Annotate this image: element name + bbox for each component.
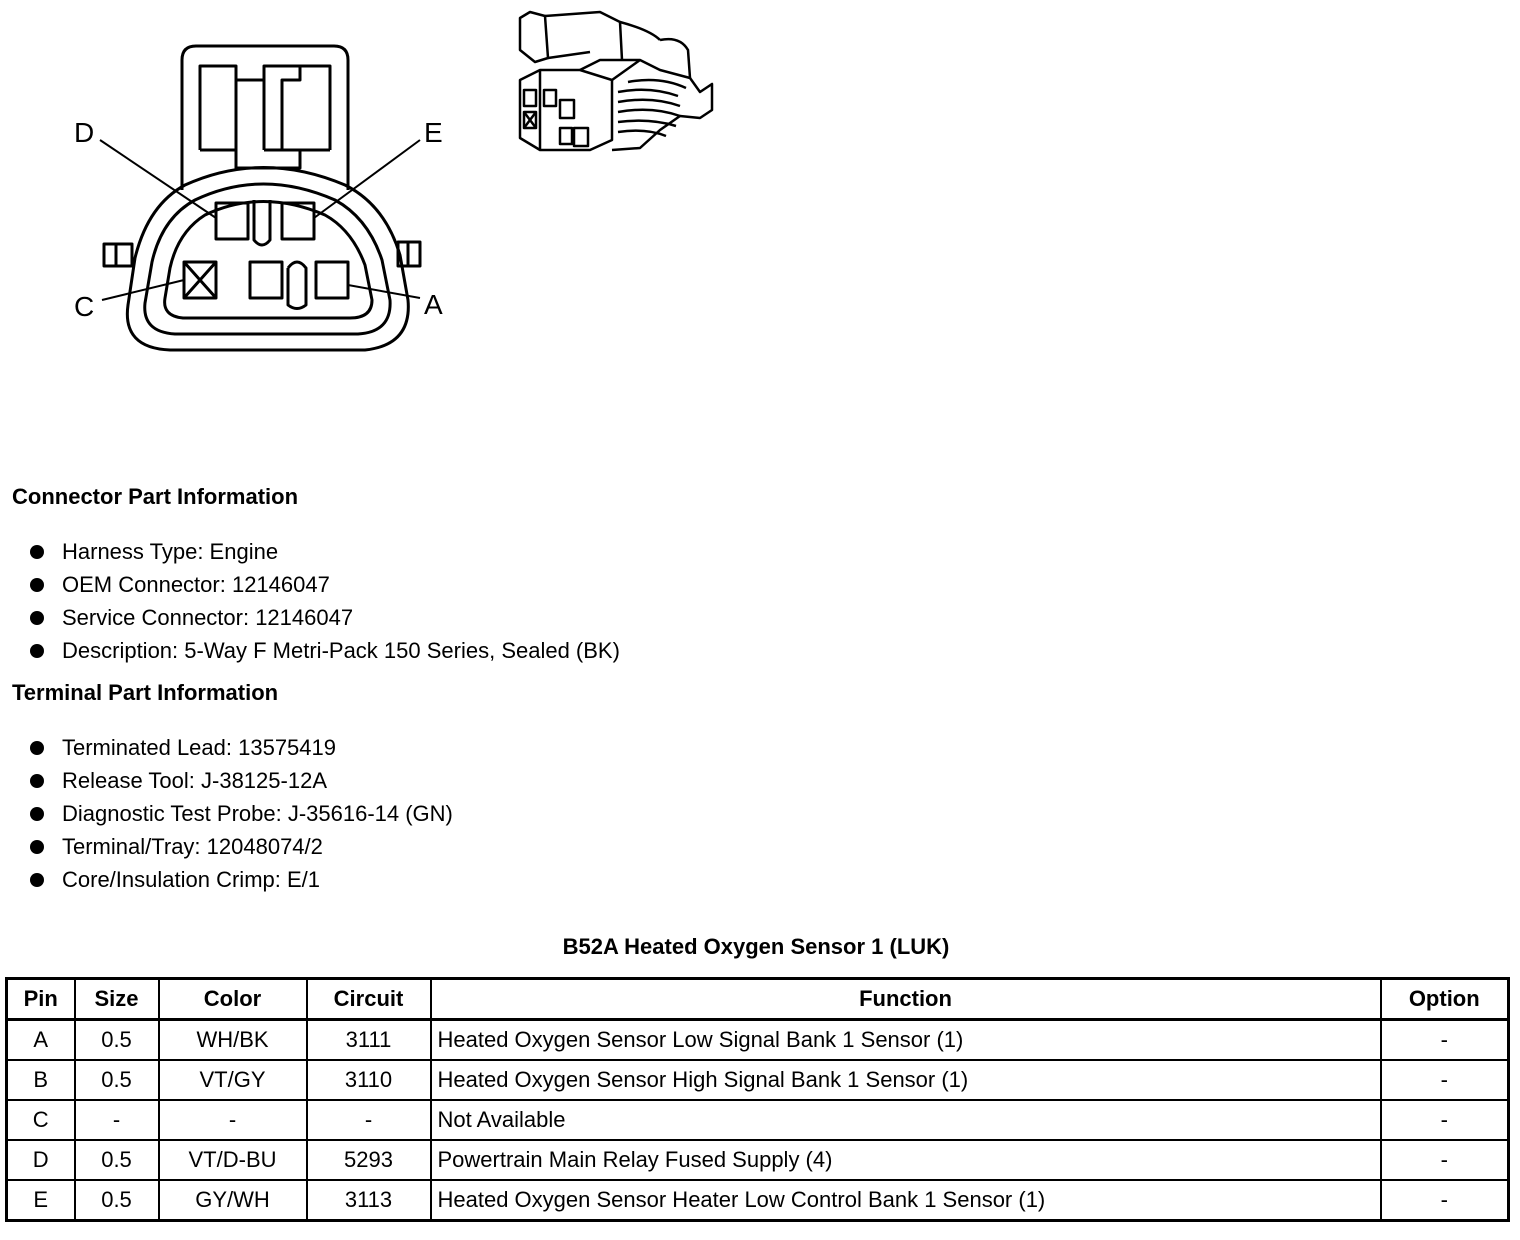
cell-color: GY/WH [159,1180,307,1221]
bullet-icon [30,611,44,625]
bullet-icon [30,873,44,887]
column-header-size: Size [75,979,159,1020]
cell-option: - [1381,1100,1509,1140]
cell-option: - [1381,1060,1509,1100]
bullet-icon [30,840,44,854]
cell-color: VT/D-BU [159,1140,307,1180]
column-header-pin: Pin [7,979,75,1020]
cell-pin: C [7,1100,75,1140]
cell-pin: A [7,1020,75,1061]
cell-circuit: - [307,1100,431,1140]
list-item: Terminal/Tray: 12048074/2 [28,830,453,863]
cell-function: Heated Oxygen Sensor Heater Low Control Bank 1 Sensor (1) [431,1180,1381,1221]
table-row [7,1180,1509,1221]
cell-circuit: 3110 [307,1060,431,1100]
bullet-icon [30,644,44,658]
cell-pin: D [7,1140,75,1180]
cell-option: - [1381,1140,1509,1180]
bullet-icon [30,774,44,788]
column-header-option: Option [1381,979,1509,1020]
cell-size: 0.5 [75,1020,159,1061]
cell-pin: B [7,1060,75,1100]
cell-function: Not Available [431,1100,1381,1140]
cell-circuit: 3111 [307,1020,431,1061]
pin-label-a: A [424,289,443,320]
list-item: OEM Connector: 12146047 [28,568,620,601]
list-item: Harness Type: Engine [28,535,620,568]
table-row [7,1060,1509,1100]
bullet-icon [30,807,44,821]
list-item: Terminated Lead: 13575419 [28,731,453,764]
column-header-color: Color [159,979,307,1020]
connector-info-list [28,535,620,667]
cell-circuit: 5293 [307,1140,431,1180]
table-row [7,1100,1509,1140]
cell-size: 0.5 [75,1180,159,1221]
bullet-icon [30,741,44,755]
table-row [7,1140,1509,1180]
list-item: Core/Insulation Crimp: E/1 [28,863,453,896]
connector-face-diagram [60,0,480,370]
list-item: Description: 5-Way F Metri-Pack 150 Series, Sealed (BK) [28,634,620,667]
cell-color: WH/BK [159,1020,307,1061]
column-header-function: Function [431,979,1381,1020]
cell-circuit: 3113 [307,1180,431,1221]
cell-size: 0.5 [75,1060,159,1100]
terminal-info-list [28,731,453,896]
pin-label-e: E [424,117,443,148]
table-row [7,1020,1509,1061]
cell-color: - [159,1100,307,1140]
cell-function: Heated Oxygen Sensor High Signal Bank 1 Sensor (1) [431,1060,1381,1100]
cell-function: Powertrain Main Relay Fused Supply (4) [431,1140,1381,1180]
table-header-row [7,979,1509,1020]
column-header-circuit: Circuit [307,979,431,1020]
pin-table [5,977,1510,1222]
cell-color: VT/GY [159,1060,307,1100]
bullet-icon [30,545,44,559]
cell-option: - [1381,1180,1509,1221]
pin-label-c: C [74,291,95,322]
list-item: Service Connector: 12146047 [28,601,620,634]
cell-size: 0.5 [75,1140,159,1180]
connector-outer-shell [127,168,408,351]
connector-info-heading: Connector Part Information [12,484,299,509]
connector-3d-illustration [512,6,718,162]
pin-table-title: B52A Heated Oxygen Sensor 1 (LUK) [562,934,950,959]
bullet-icon [30,578,44,592]
cavity-a [316,262,348,298]
cell-option: - [1381,1020,1509,1061]
terminal-info-heading: Terminal Part Information [12,680,279,705]
cell-pin: E [7,1180,75,1221]
pin-label-d: D [74,117,95,148]
cavity-b [250,262,282,298]
cell-size: - [75,1100,159,1140]
list-item: Release Tool: J-38125-12A [28,764,453,797]
cell-function: Heated Oxygen Sensor Low Signal Bank 1 Sensor (1) [431,1020,1381,1061]
list-item: Diagnostic Test Probe: J-35616-14 (GN) [28,797,453,830]
